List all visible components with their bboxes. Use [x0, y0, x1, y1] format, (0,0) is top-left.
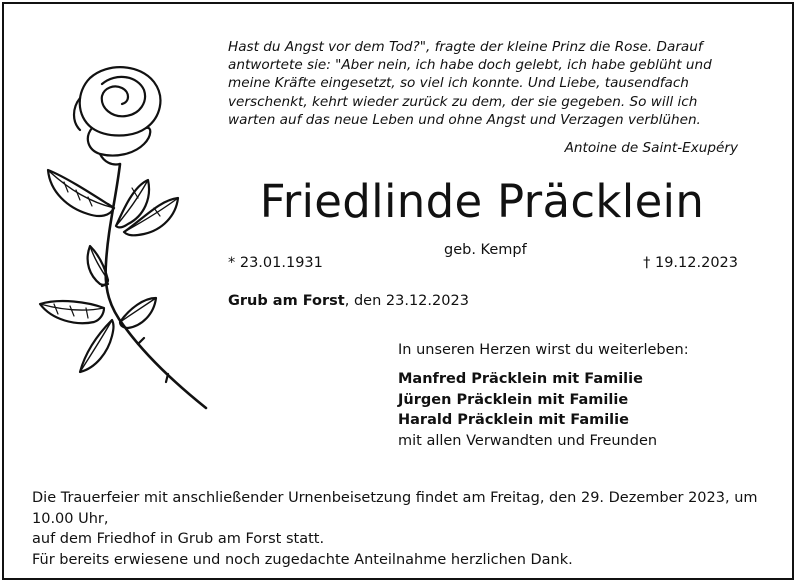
- quote-line: meine Kräfte eingesetzt, so viel ich konnte. Und Liebe, tausendfach: [228, 75, 689, 92]
- quote-line: warten auf das neue Leben und ohne Angst und Verzagen verblühen.: [228, 111, 701, 128]
- quote-line: Hast du Angst vor dem Tod?", fragte der kleine Prinz die Rose. Darauf: [228, 39, 703, 55]
- mourners-list: [398, 369, 657, 451]
- quote-author: Antoine de Saint-Exupéry: [564, 140, 738, 156]
- quote-line: antwortete sie: "Aber nein, ich habe doch gelebt, ich habe geblüht und: [228, 57, 712, 74]
- mourner-item: mit allen Verwandten und Freunden: [398, 432, 658, 449]
- funeral-notice: [32, 488, 772, 570]
- mourner-item: Harald Präcklein mit Familie: [398, 412, 629, 428]
- notice-line: Die Trauerfeier mit anschließender Urnenbeisetzung findet am Freitag, den 29. Dezember 2023, um 10.00 Uhr,: [32, 490, 758, 527]
- notice-line: Für bereits erwiesene und noch zugedachte Anteilnahme herzlichen Dank.: [32, 551, 573, 568]
- death-date: † 19.12.2023: [643, 255, 738, 271]
- farewell-text: In unseren Herzen wirst du weiterleben:: [398, 342, 689, 358]
- mourner-item: Jürgen Präcklein mit Familie: [398, 391, 629, 408]
- date: , den 23.12.2023: [344, 293, 469, 309]
- quote-line: verschenkt, kehrt wieder zurück zu dem, der sie gegeben. So will ich: [228, 93, 698, 110]
- maiden-name: geb. Kempf: [444, 242, 527, 258]
- notice-line: auf dem Friedhof in Grub am Forst statt.: [32, 531, 325, 547]
- mourner-item: Manfred Präcklein mit Familie: [398, 371, 643, 387]
- place: Grub am Forst: [228, 293, 345, 309]
- deceased-name: Friedlinde Präcklein: [259, 175, 705, 228]
- rose-icon: [28, 58, 218, 418]
- quote-text: [228, 38, 748, 129]
- place-date-line: [228, 293, 469, 309]
- birth-date: * 23.01.1931: [228, 255, 323, 271]
